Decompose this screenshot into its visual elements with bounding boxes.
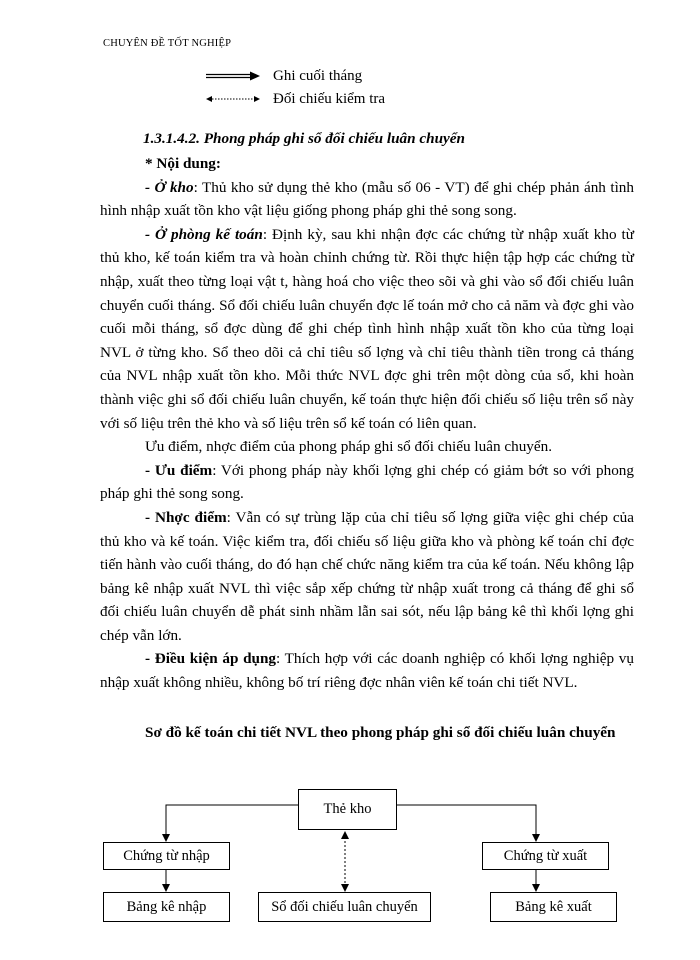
content-label: * Nội dung: bbox=[145, 155, 221, 172]
conditions-label: - Điều kiện áp dụng bbox=[145, 650, 277, 668]
disadvantage-text: : Vẫn có sự trùng lặp của chỉ tiêu số lợng giữa việc ghi chép của thủ kho và kế toán. Việc kiểm tra, đối chiếu số liệu giữa kho và phòng kế toán chỉ đợc tiến hành vào cuối tháng, do đó hạn chế chức năng kiểm tra của kế toán. Nếu không lập bảng kê nhập xuất NVL thì việc sắp xếp chứng từ nhập xuất trong cả tháng để ghi sổ đối chiếu luân chuyển dễ phát sinh nhầm lẫn sai sót, nếu lập bảng kê thì khối lợng ghi chép vẫn lớn. bbox=[100, 508, 634, 644]
box-bang-ke-nhap: Bảng kê nhập bbox=[103, 892, 230, 922]
box-the-kho: Thẻ kho bbox=[298, 789, 397, 830]
advantage-text: : Với phong pháp này khối lợng ghi chép có giảm bớt so với phong pháp ghi thẻ song song. bbox=[100, 461, 634, 503]
connector-thekho-ctnhap bbox=[166, 805, 298, 841]
paragraph-summary: Ưu điểm, nhợc điểm của phong pháp ghi sổ đối chiếu luân chuyển. bbox=[145, 438, 553, 456]
box-bang-ke-xuat: Bảng kê xuất bbox=[490, 892, 617, 922]
disadvantage-label: - Nhợc điểm bbox=[145, 508, 227, 526]
box-chung-tu-xuat: Chứng từ xuất bbox=[482, 842, 609, 870]
legend-label-reconcile: Đối chiếu kiểm tra bbox=[273, 90, 386, 107]
connector-thekho-ctxuat bbox=[397, 805, 536, 841]
diagram-title: Sơ đồ kế toán chi tiết NVL theo phong pháp ghi sổ đối chiếu luân chuyển bbox=[145, 724, 616, 741]
box-chung-tu-nhap: Chứng từ nhập bbox=[103, 842, 230, 870]
document-header: CHUYÊN ĐỀ TỐT NGHIỆP bbox=[103, 38, 232, 49]
box-so-doi-chieu: Sổ đối chiếu luân chuyển bbox=[258, 892, 431, 922]
ketoan-label: - Ở phòng kế toán bbox=[145, 225, 263, 243]
advantage-label: - Ưu điểm bbox=[145, 461, 213, 479]
kho-text: : Thủ kho sử dụng thẻ kho (mẫu số 06 - VT) để ghi chép phản ánh tình hình nhập xuất tồn kho vật liệu giống phong pháp ghi thẻ song song. bbox=[100, 178, 634, 220]
conditions-text: : Thích hợp với các doanh nghiệp có khối lợng nghiệp vụ nhập xuất không nhiều, không bố trí riêng đợc nhân viên kế toán chi tiết NVL. bbox=[100, 650, 634, 692]
kho-label: - Ở kho bbox=[145, 178, 194, 196]
section-heading: 1.3.1.4.2. Phong pháp ghi sổ đối chiếu luân chuyển bbox=[143, 130, 465, 147]
legend-label-monthly: Ghi cuối tháng bbox=[273, 67, 363, 84]
ketoan-text: : Định kỳ, sau khi nhận đợc các chứng từ nhập xuất kho từ thủ kho, kế toán kiểm tra và hoàn chỉnh chứng từ. Rồi thực hiện tập hợp các chứng từ nhập, xuất theo từng loại vật t, hàng hoá cho việc theo sõi và ghi vào sổ đối chiếu luân chuyển cuối tháng. Sổ đối chiếu luân chuyển đợc lế toán mở cho cả năm và đợc ghi vào cuối mỗi tháng, sổ đợc dùng để ghi chép tình hình nhập xuất tồn kho của từng loại NVL ở từng kho. Sổ theo dõi cả chỉ tiêu số lợng và chỉ tiêu thành tiền trong cả tháng của NVL nhập xuất tồn kho. Mỗi thức NVL đợc ghi trên một dòng của sổ, khi hoàn thành việc ghi sổ đối chiếu luân chuyển, kế toán thực hiện đối chiếu số liệu trên sổ này với số liệu trên thẻ kho và số liệu trên sổ kế toán có liên quan. bbox=[100, 225, 634, 432]
